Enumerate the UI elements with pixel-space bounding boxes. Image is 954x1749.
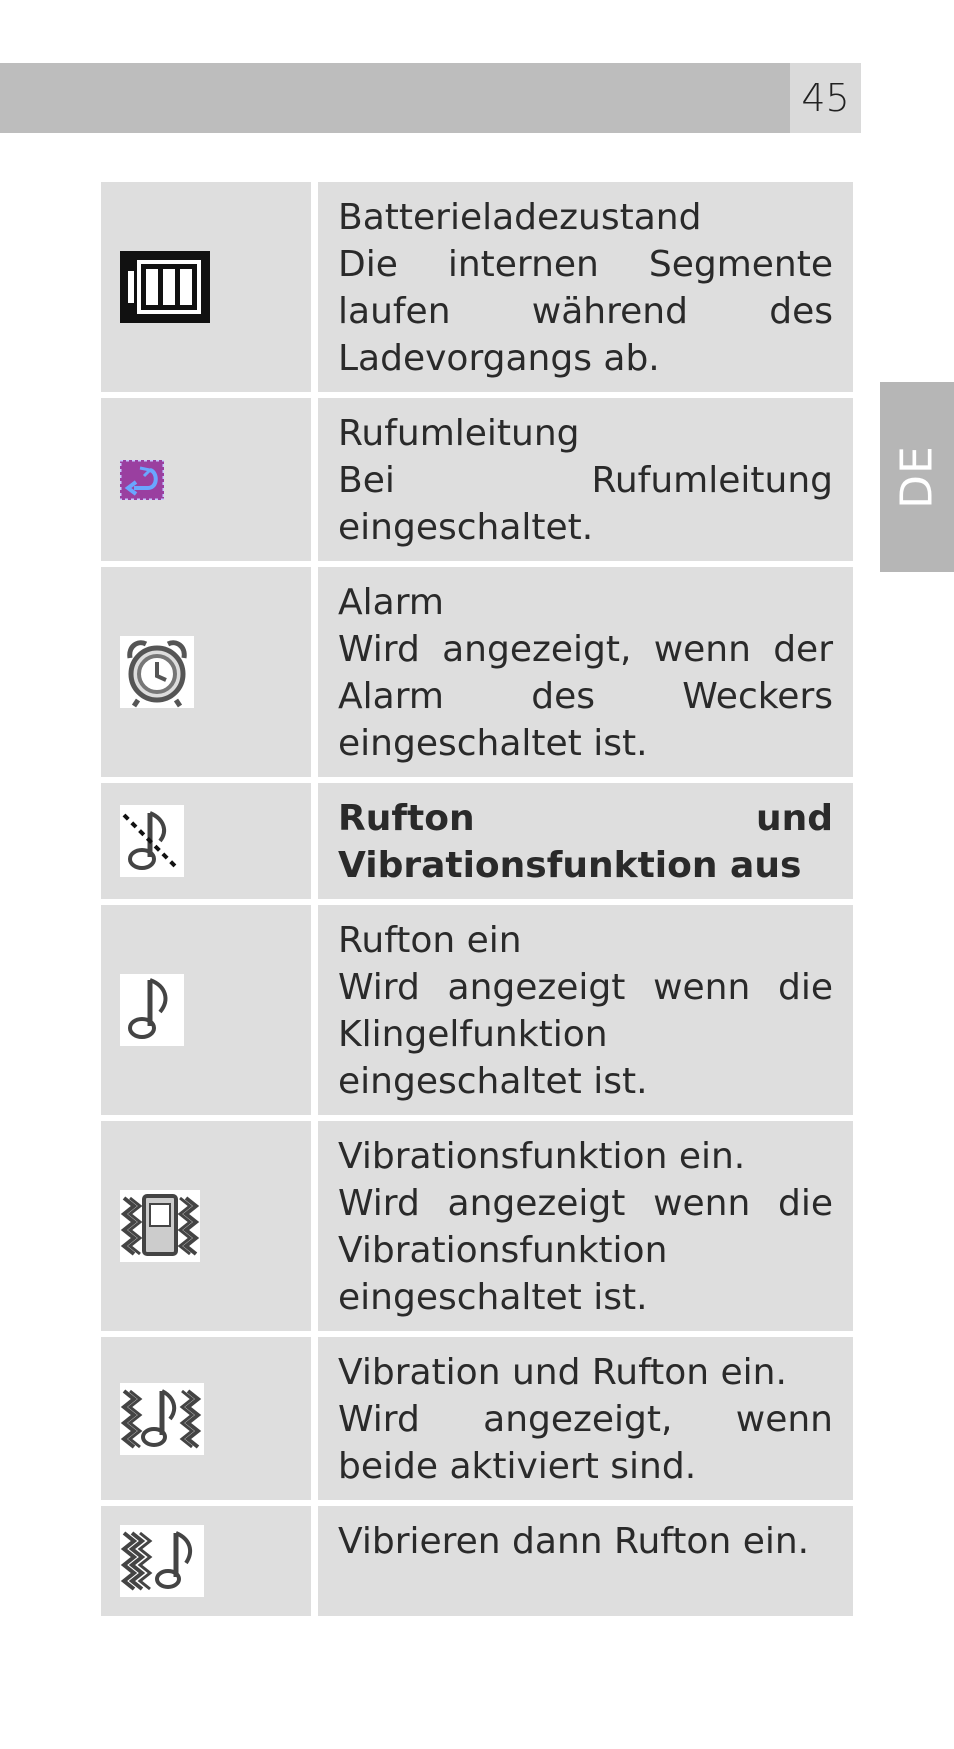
icon-cell bbox=[101, 182, 311, 392]
silent-icon bbox=[120, 805, 184, 877]
icon-table bbox=[101, 182, 853, 1622]
description-cell bbox=[318, 1337, 853, 1500]
row-description: Wird angezeigt, wenn beide aktiviert sind. bbox=[338, 1399, 833, 1487]
description-cell bbox=[318, 905, 853, 1115]
row-description: Wird angezeigt wenn die Vibrationsfunktion eingeschaltet ist. bbox=[338, 1183, 833, 1318]
icon-cell bbox=[101, 905, 311, 1115]
description-cell bbox=[318, 1506, 853, 1616]
table-row bbox=[101, 905, 853, 1115]
row-description: Wird angezeigt wenn die Klingelfunktion eingeschaltet ist. bbox=[338, 967, 833, 1102]
icon-cell bbox=[101, 783, 311, 899]
description-cell bbox=[318, 783, 853, 899]
icon-cell bbox=[101, 398, 311, 561]
vibrate-then-ring-icon bbox=[120, 1525, 204, 1597]
table-row bbox=[101, 1337, 853, 1500]
table-row bbox=[101, 783, 853, 899]
icon-cell bbox=[101, 1337, 311, 1500]
icon-cell bbox=[101, 1506, 311, 1616]
row-title: Vibrationsfunktion ein. bbox=[338, 1136, 746, 1177]
description-cell bbox=[318, 398, 853, 561]
row-title: Rufton und Vibrationsfunktion aus bbox=[338, 798, 833, 886]
table-row bbox=[101, 398, 853, 561]
table-row bbox=[101, 1506, 853, 1616]
ringtone-icon bbox=[120, 974, 184, 1046]
table-row bbox=[101, 1121, 853, 1331]
row-description: Die internen Segmente laufen während des Ladevorgangs ab. bbox=[338, 244, 833, 379]
table-row bbox=[101, 182, 853, 392]
alarm-clock-icon bbox=[120, 636, 194, 708]
row-title: Batterieladezustand bbox=[338, 197, 702, 238]
row-title: Alarm bbox=[338, 582, 444, 623]
icon-cell bbox=[101, 567, 311, 777]
row-title: Rufumleitung bbox=[338, 413, 580, 454]
row-title: Vibration und Rufton ein. bbox=[338, 1352, 787, 1393]
language-tab-label: DE bbox=[891, 445, 943, 509]
battery-icon bbox=[120, 251, 210, 323]
vibration-icon bbox=[120, 1190, 200, 1262]
row-title: Vibrieren dann Rufton ein. bbox=[338, 1521, 810, 1562]
language-tab bbox=[880, 382, 954, 572]
header-bar bbox=[0, 63, 790, 133]
description-cell bbox=[318, 567, 853, 777]
icon-cell bbox=[101, 1121, 311, 1331]
call-forward-icon bbox=[120, 460, 164, 500]
vibration-and-ring-icon bbox=[120, 1383, 204, 1455]
row-title: Rufton ein bbox=[338, 920, 522, 961]
description-cell bbox=[318, 1121, 853, 1331]
table-row bbox=[101, 567, 853, 777]
page-number: 45 bbox=[790, 63, 861, 133]
row-description: Bei Rufumleitung eingeschaltet. bbox=[338, 460, 833, 548]
description-cell bbox=[318, 182, 853, 392]
row-description: Wird angezeigt, wenn der Alarm des Weckers eingeschaltet ist. bbox=[338, 629, 833, 764]
